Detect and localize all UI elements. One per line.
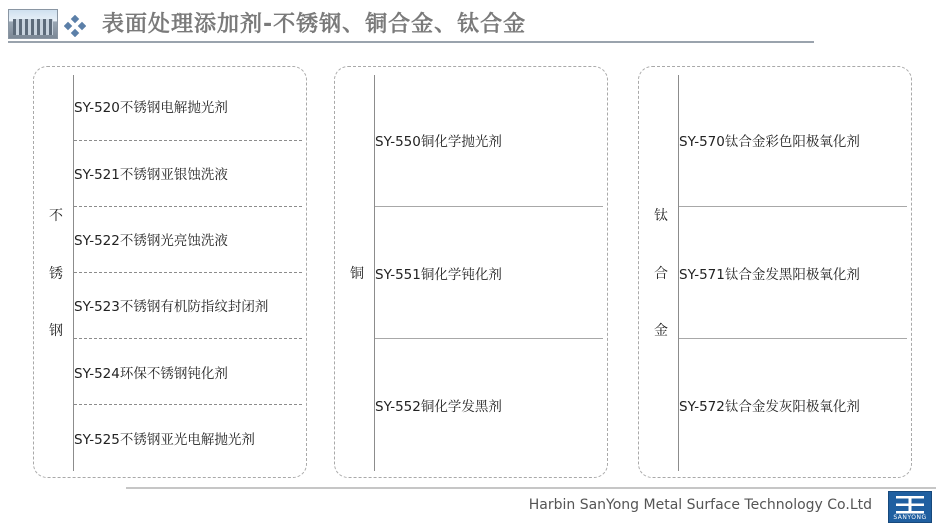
row-divider (74, 404, 302, 405)
category-char: 钢 (49, 323, 63, 339)
sanyong-logo-icon (888, 491, 932, 523)
row-divider (375, 338, 603, 339)
category-char: 铜 (350, 266, 364, 282)
category-label (342, 67, 372, 479)
row-divider (74, 272, 302, 273)
row-divider (74, 140, 302, 141)
footer-divider (126, 487, 936, 489)
product-item: SY-523不锈钢有机防指纹封闭剂 (74, 299, 269, 315)
row-divider (74, 206, 302, 207)
product-item: SY-570钛合金彩色阳极氧化剂 (679, 134, 860, 150)
company-name: Harbin SanYong Metal Surface Technology Co.Ltd (528, 497, 872, 513)
product-item: SY-524环保不锈钢钝化剂 (74, 366, 228, 382)
product-item: SY-521不锈钢亚银蚀洗液 (74, 167, 228, 183)
row-divider (375, 206, 603, 207)
category-char: 不 (49, 208, 63, 224)
category-char: 金 (654, 323, 668, 339)
product-item: SY-522不锈钢光亮蚀洗液 (74, 233, 228, 249)
panel-stainless-steel (33, 66, 307, 478)
product-item: SY-572钛合金发灰阳极氧化剂 (679, 399, 860, 415)
panel-titanium (638, 66, 912, 478)
product-item: SY-551铜化学钝化剂 (375, 267, 502, 283)
product-item: SY-520不锈钢电解抛光剂 (74, 100, 228, 116)
logo-text: SANYONG (893, 514, 927, 521)
diamond-bullet-icon (64, 15, 86, 37)
building-photo-icon (8, 9, 58, 39)
row-divider (679, 338, 907, 339)
category-char: 锈 (49, 266, 63, 282)
page-title: 表面处理添加剂-不锈钢、铜合金、钛合金 (102, 12, 527, 37)
category-char: 钛 (654, 208, 668, 224)
header-divider (8, 41, 814, 43)
row-divider (74, 338, 302, 339)
category-char: 合 (654, 266, 668, 282)
category-label (41, 67, 71, 479)
product-item: SY-550铜化学抛光剂 (375, 134, 502, 150)
product-item: SY-552铜化学发黑剂 (375, 399, 502, 415)
product-item: SY-571钛合金发黑阳极氧化剂 (679, 267, 860, 283)
product-item: SY-525不锈钢亚光电解抛光剂 (74, 432, 255, 448)
row-divider (679, 206, 907, 207)
panel-copper (334, 66, 608, 478)
category-label (646, 67, 676, 479)
panel-divider (73, 75, 74, 471)
